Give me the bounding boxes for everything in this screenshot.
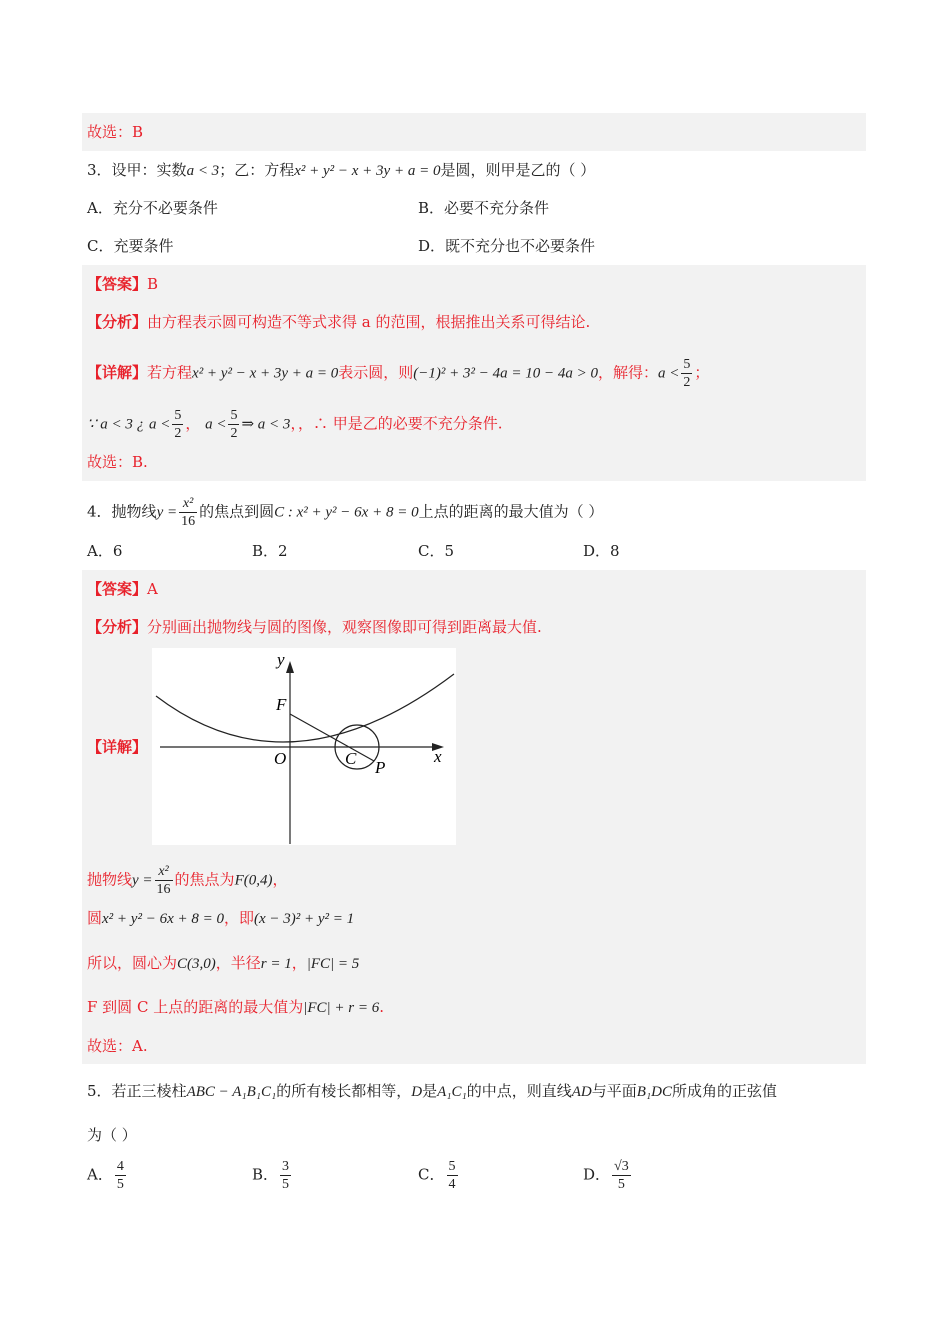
q3-number: 3: [87, 161, 97, 179]
option-letter: C: [87, 237, 99, 255]
text: ，解得：: [598, 363, 659, 382]
text: ，即: [223, 909, 254, 927]
option-letter: D: [418, 237, 431, 255]
parabola-circle-figure: [152, 648, 456, 845]
option-letter: C: [418, 1165, 430, 1184]
q5-option-d[interactable]: D． $\frac{√3}{5}$: [583, 1159, 629, 1192]
text: .: [379, 998, 384, 1016]
option-fraction: $\frac{3}{5}$: [282, 1159, 290, 1192]
text: ，半径: [215, 954, 261, 972]
text: 的中点，则直线: [466, 1082, 572, 1100]
q5-option-b[interactable]: B． $\frac{3}{5}$: [252, 1159, 290, 1192]
text: ．抛物线: [96, 502, 157, 521]
math-focus: F(0,4): [234, 872, 273, 889]
option-text: 既不充分也不必要条件: [445, 237, 596, 255]
analysis-tag: 【分析】: [87, 313, 148, 331]
q5-stem-line-1: [87, 1080, 777, 1103]
fraction-five-halves: $\frac{5}{2}$: [174, 408, 182, 441]
option-text: 充要条件: [113, 237, 174, 255]
math-equation: x² + y² − x + 3y + a = 0: [192, 365, 339, 382]
math-circle: x² + y² − 6x + 8 = 0: [102, 911, 224, 927]
q5-option-c[interactable]: C． $\frac{5}{4}$: [418, 1159, 456, 1192]
q3-stem: [87, 159, 595, 182]
math-fc: |FC| = 5: [306, 956, 360, 972]
text: 是: [422, 1082, 438, 1100]
q4-stem: 4．抛物线y = $\frac{\text{x²}}{16}$ 的焦点到圆C : x² + y² − 6x + 8 = 0上点的距离的最大值为（ ）: [87, 496, 604, 529]
math-line: AD: [571, 1084, 592, 1100]
analysis-text: 分别画出抛物线与圆的图像，观察图像即可得到距离最大值.: [147, 618, 542, 636]
option-letter: C: [418, 542, 430, 560]
text: 与平面: [591, 1082, 637, 1100]
math-circle: C : x² + y² − 6x + 8 = 0: [274, 504, 419, 521]
math-standard-form: (x − 3)² + y² = 1: [254, 911, 355, 927]
q4-number: 4: [87, 502, 97, 521]
q3-text-suffix: 是圆，则甲是乙的（ ）: [440, 161, 596, 179]
text: 的所有棱长都相等，: [276, 1082, 412, 1100]
q3-answer: [87, 273, 158, 295]
text: 抛物线: [87, 870, 133, 889]
text: 的焦点到圆: [199, 502, 275, 521]
text: ，: [291, 954, 307, 972]
q3-detail-line-1: 【详解】若方程x² + y² − x + 3y + a = 0表示圆，则(−1)² + 3² − 4a = 10 − 4a > 0，解得：a < $\frac{5}{2}$ ；: [87, 357, 710, 390]
answer-tag: 【答案】: [87, 275, 148, 293]
label-x: x: [434, 747, 442, 766]
text: 的焦点为: [174, 870, 235, 889]
q4-detail-line-1: 抛物线y = $\frac{\text{x²}}{16}$ 的焦点为F(0,4)，: [87, 864, 288, 897]
text: ．若正三棱柱: [96, 1082, 187, 1100]
figure-svg: [152, 648, 456, 845]
option-letter: A: [87, 199, 98, 217]
text: 上点的距离的最大值为（ ）: [418, 502, 604, 521]
option-text: 5: [444, 542, 455, 560]
label-y: y: [277, 650, 285, 669]
q4-option-c[interactable]: C．5: [418, 542, 455, 560]
q4-conclusion: 故选：A.: [87, 1037, 148, 1055]
text: ∴ 甲是乙的必要不充分条件.: [312, 414, 503, 433]
answer-value: A: [147, 580, 158, 598]
analysis-tag: 【分析】: [87, 618, 148, 636]
q2-conclusion: 故选：B: [87, 123, 144, 141]
math-segment: A₁C₁: [437, 1084, 467, 1100]
q3-option-b[interactable]: B．必要不充分条件: [418, 199, 550, 217]
parabola-fraction: $\frac{\text{x²}}{16}$: [181, 496, 196, 529]
option-fraction: $\frac{√3}{5}$: [614, 1159, 629, 1192]
label-c: C: [345, 749, 357, 768]
detail-tag: 【详解】: [87, 363, 148, 382]
answer-value: B: [147, 275, 159, 293]
math-because: ∵ a < 3 ¿: [87, 416, 145, 433]
parabola-curve: [156, 674, 454, 742]
q3-text-mid: ；乙：方程: [219, 161, 295, 179]
q3-option-c[interactable]: C．充要条件: [87, 237, 174, 255]
label-p: P: [375, 758, 386, 777]
math-point: D: [411, 1084, 423, 1100]
q3-text-prefix: ．设甲：实数: [96, 161, 187, 179]
label-f: F: [276, 695, 287, 714]
q4-option-a[interactable]: A．6: [87, 542, 123, 560]
math-plane: B₁DC: [636, 1084, 672, 1100]
q4-analysis: [87, 616, 542, 638]
q4-answer: [87, 578, 158, 600]
math-max-distance: |FC| + r = 6: [303, 1000, 380, 1016]
fraction-five-halves: $\frac{5}{2}$: [683, 357, 691, 390]
fraction-five-halves: $\frac{5}{2}$: [230, 408, 238, 441]
text: ，: [272, 870, 288, 889]
math-implication: ⇒ a < 3: [241, 416, 291, 433]
q4-option-b[interactable]: B．2: [252, 542, 288, 560]
option-text: 6: [112, 542, 123, 560]
option-text: 充分不必要条件: [112, 199, 218, 217]
q5-stem-line-2: 为（ ）: [87, 1126, 137, 1144]
y-axis-arrow-icon: [286, 661, 294, 673]
q4-detail-line-4: [87, 996, 384, 1019]
q4-detail-line-3: [87, 952, 359, 975]
text: 所成角的正弦值: [671, 1082, 777, 1100]
segment-fp: [290, 714, 374, 761]
option-letter: B: [418, 199, 430, 217]
text: 表示圆，则: [338, 363, 414, 382]
q3-conclusion: 故选：B.: [87, 453, 148, 471]
option-letter: D: [583, 1165, 596, 1184]
q3-analysis: [87, 311, 590, 333]
q3-cond-jia: a < 3: [186, 163, 220, 179]
math-radius: r = 1: [260, 956, 292, 972]
option-text: 8: [610, 542, 620, 560]
text: ，，: [290, 414, 313, 433]
option-text: 2: [278, 542, 288, 560]
q3-option-a[interactable]: A．充分不必要条件: [87, 199, 218, 217]
option-letter: A: [87, 542, 98, 560]
answer-tag: 【答案】: [87, 580, 148, 598]
q5-number: 5: [87, 1082, 97, 1100]
q4-detail-line-2: [87, 907, 354, 930]
option-letter: D: [583, 542, 596, 560]
option-letter: B: [252, 542, 264, 560]
q2-solution-block: [82, 113, 866, 151]
q3-option-d[interactable]: D．既不充分也不必要条件: [418, 237, 596, 255]
text: 所以，圆心为: [87, 954, 178, 972]
option-letter: A: [87, 1165, 98, 1184]
parabola-fraction: $\frac{\text{x²}}{16}$: [156, 864, 171, 897]
option-letter: B: [252, 1165, 264, 1184]
label-o: O: [274, 749, 287, 768]
text: F 到圆 C 上点的距离的最大值为: [87, 998, 304, 1016]
q3-detail-line-2: ∵ a < 3 ¿ a < $\frac{5}{2}$ ， a < $\frac{5}{2}$ ⇒ a < 3，，∴ 甲是乙的必要不充分条件.: [87, 408, 503, 441]
q3-equation: x² + y² − x + 3y + a = 0: [294, 163, 441, 179]
math-inequality: (−1)² + 3² − 4a = 10 − 4a > 0: [413, 365, 599, 382]
option-fraction: $\frac{5}{4}$: [448, 1159, 456, 1192]
q5-option-a[interactable]: A． $\frac{4}{5}$: [87, 1159, 124, 1192]
option-fraction: $\frac{4}{5}$: [116, 1159, 124, 1192]
option-text: 必要不充分条件: [444, 199, 550, 217]
q4-detail-tag: 【详解】: [87, 738, 148, 756]
analysis-text: 由方程表示圆可构造不等式求得 a 的范围，根据推出关系可得结论.: [147, 313, 591, 331]
text: 圆: [87, 909, 103, 927]
text: 若方程: [147, 363, 193, 382]
math-center: C(3,0): [177, 956, 216, 972]
q4-option-d[interactable]: D．8: [583, 542, 620, 560]
math-prism: ABC − A₁B₁C₁: [186, 1084, 277, 1100]
